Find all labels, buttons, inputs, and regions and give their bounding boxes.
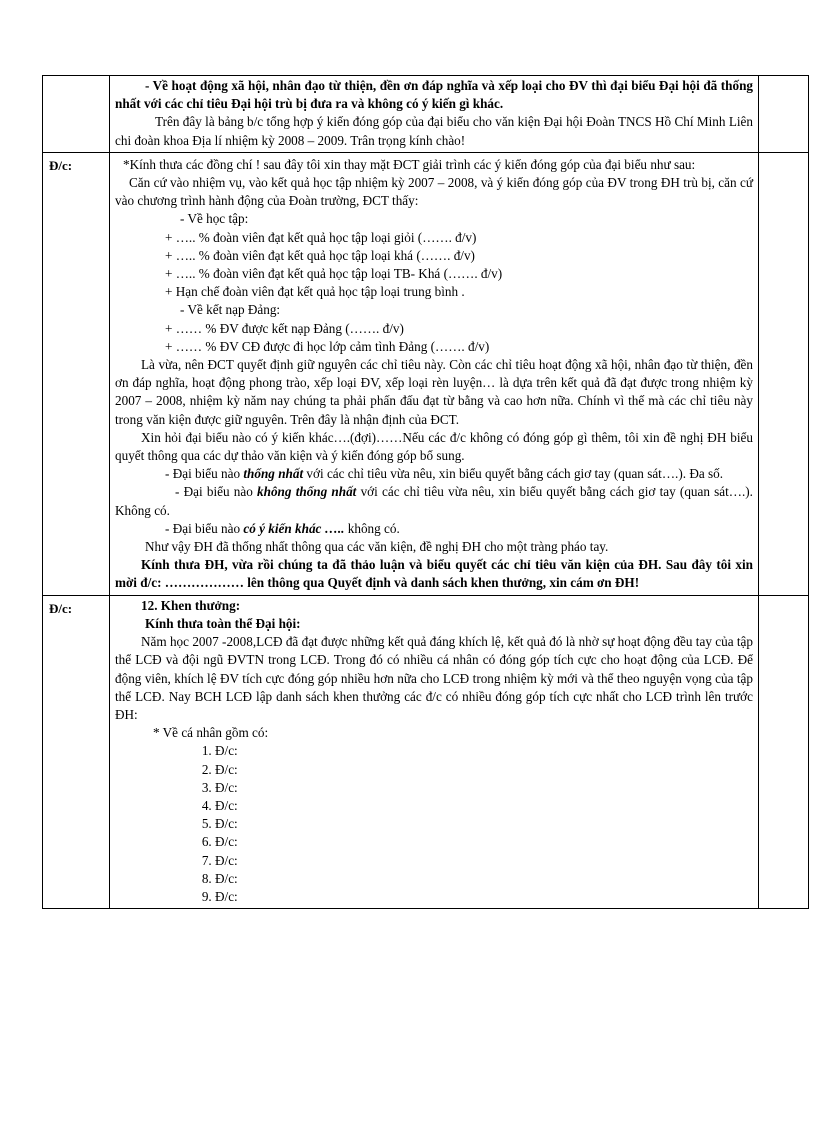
vote-disagree-paragraph: - Đại biểu nào không thống nhất với các chỉ tiêu vừa nêu, xin biểu quyết bằng cách giơ tay (quan sát….). Không có. (115, 484, 753, 518)
study-item: + ….. % đoàn viên đạt kết quả học tập loại giỏi (……. đ/v) (165, 229, 477, 245)
content-cell (110, 76, 759, 153)
section-heading: 12. Khen thưởng: (141, 597, 241, 613)
reward-list (115, 742, 753, 906)
invitation-paragraph: Kính thưa ĐH, vừa rồi chúng ta đã thảo luận và biểu quyết các chỉ tiêu văn kiện của ĐH. Sau đây tôi xin mời đ/c: ……………… lên thông qua Quyết định và danh sách khen thưởng, xin cám ơn ĐH! (115, 557, 753, 591)
individuals-heading: * Về cá nhân gồm có: (153, 725, 269, 741)
opening-paragraph: *Kính thưa các đồng chí ! sau đây tôi xin thay mặt ĐCT giải trình các ý kiến đóng góp của đại biểu như sau: (123, 156, 696, 172)
basis-paragraph: Căn cứ vào nhiệm vụ, vào kết quả học tập nhiệm kỳ 2007 – 2008, và ý kiến đóng góp của ĐV trong ĐH trù bị, căn cứ vào chương trình hành động của Đoàn trường, ĐCT thấy: (115, 175, 753, 209)
list-item: 3. Đ/c: (215, 779, 753, 797)
study-item: + ….. % đoàn viên đạt kết quả học tập loại TB- Khá (……. đ/v) (165, 266, 503, 282)
list-item: 1. Đ/c: (215, 742, 753, 760)
study-item: + Hạn chế đoàn viên đạt kết quả học tập loại trung bình . (165, 284, 465, 300)
party-heading: - Về kết nạp Đảng: (180, 302, 281, 318)
greeting: Kính thưa toàn thể Đại hội: (145, 615, 301, 631)
party-item: + …… % ĐV được kết nạp Đảng (……. đ/v) (165, 320, 404, 336)
list-item: 9. Đ/c: (215, 888, 753, 906)
study-heading: - Về học tập: (180, 211, 249, 227)
note-cell (759, 595, 809, 908)
request-paragraph: Xin hỏi đại biểu nào có ý kiến khác….(đợi)……Nếu các đ/c không có đóng góp gì thêm, tôi xin đề nghị ĐH biểu quyết thông qua các dự thảo văn kiện và ý kiến đóng góp bổ sung. (115, 429, 753, 464)
speaker-cell (43, 76, 110, 153)
speaker-label: Đ/c: (49, 600, 73, 616)
party-item: + …… % ĐV CĐ được đi học lớp cảm tình Đảng (……. đ/v) (165, 338, 490, 354)
social-activities-paragraph: - Về hoạt động xã hội, nhân đạo từ thiện, đền ơn đáp nghĩa và xếp loại cho ĐV thì đại biểu Đại hội đã thống nhất với các chỉ tiêu Đại hội trù bị đưa ra và không có ý kiến gì khác. (115, 78, 753, 112)
list-item: 5. Đ/c: (215, 815, 753, 833)
reward-paragraph: Năm học 2007 -2008,LCĐ đã đạt được những kết quả đáng khích lệ, kết quả đó là nhờ sự hoạt động đều tay của tập thể LCĐ và đội ngũ ĐVTN trong LCĐ. Trong đó có nhiều cá nhân có đóng góp tích cực cho hoạt động của LCĐ. Để động viên, khích lệ ĐV tích cực đóng góp nhiều hơn nữa cho LCĐ trong nhiệm kỳ mới và thể theo nguyện vọng của tập thể LCĐ. Nay BCH LCĐ lập danh sách khen thưởng các đ/c có nhiều đóng góp tích cực nhất cho LCĐ trình lên trước ĐH: (115, 634, 753, 722)
list-item: 6. Đ/c: (215, 833, 753, 851)
list-item: 2. Đ/c: (215, 761, 753, 779)
list-item: 4. Đ/c: (215, 797, 753, 815)
list-item: 7. Đ/c: (215, 852, 753, 870)
content-cell (110, 595, 759, 908)
document-table (42, 75, 809, 909)
list-item: 8. Đ/c: (215, 870, 753, 888)
decision-paragraph: Là vừa, nên ĐCT quyết định giữ nguyên các chỉ tiêu này. Còn các chỉ tiêu hoạt động xã hội, nhân đạo từ thiện, đền ơn đáp nghĩa, hoạt động phong trào, xếp loại ĐV, xếp loại rèn luyện… là dựa trên kết quả đã đạt được trong nhiệm kỳ 2007 – 2008, nhiệm kỳ năm nay chúng ta phải phấn đấu đạt từ bằng và cao hơn nữa. Chính vì thế mà các chỉ tiêu này trong văn kiện được giữ nguyên. Trên đây là nhận định của ĐCT. (115, 357, 753, 427)
table-row (43, 152, 809, 595)
summary-paragraph: Trên đây là bảng b/c tổng hợp ý kiến đóng góp của đại biểu cho văn kiện Đại hội Đoàn TNCS Hồ Chí Minh Liên chi đoàn khoa Địa lí nhiệm kỳ 2008 – 2009. Trân trọng kính chào! (115, 114, 753, 148)
vote-other-paragraph: - Đại biểu nào có ý kiến khác ….. không có. (165, 520, 400, 536)
speaker-label (43, 76, 109, 80)
note-cell (759, 152, 809, 595)
table-row (43, 595, 809, 908)
table-row (43, 76, 809, 153)
content-cell (110, 152, 759, 595)
speaker-cell (43, 152, 110, 595)
note-cell (759, 76, 809, 153)
study-item: + ….. % đoàn viên đạt kết quả học tập loại khá (……. đ/v) (165, 247, 475, 263)
applause-paragraph: Như vậy ĐH đã thống nhất thông qua các văn kiện, đề nghị ĐH cho một tràng pháo tay. (145, 539, 609, 555)
vote-agree-paragraph: - Đại biểu nào thống nhất với các chỉ tiêu vừa nêu, xin biểu quyết bằng cách giơ tay (quan sát….). Đa số. (165, 466, 724, 482)
speaker-cell (43, 595, 110, 908)
speaker-label: Đ/c: (49, 157, 73, 173)
